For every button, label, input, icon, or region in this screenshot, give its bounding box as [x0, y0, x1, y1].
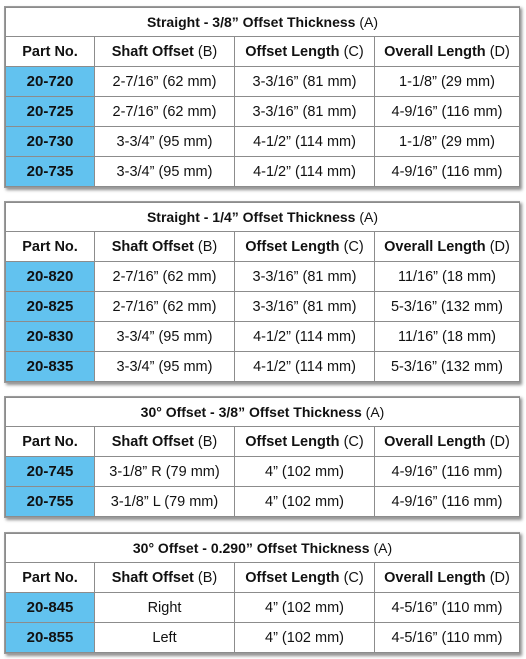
overall-length-value: 4-9/16” (116 mm) [375, 97, 520, 127]
header-shaft-offset [95, 232, 235, 262]
overall-length-value: 4-9/16” (116 mm) [375, 157, 520, 187]
header-overall-label: Overall Length [384, 433, 486, 450]
shaft-offset-value: 2-7/16” (62 mm) [95, 97, 235, 127]
table-title-row [6, 8, 520, 37]
offset-length-value: 4-1/2” (114 mm) [235, 127, 375, 157]
part-number: 20-720 [6, 67, 95, 97]
table-grid [5, 397, 520, 517]
header-shaft-offset [95, 427, 235, 457]
table-row [6, 487, 520, 517]
spec-table-straight-3-8 [4, 6, 520, 188]
shaft-offset-value: 3-3/4” (95 mm) [95, 157, 235, 187]
shaft-offset-value: 3-1/8” R (79 mm) [95, 457, 235, 487]
table-title-main: 30° Offset - 3/8” Offset Thickness [140, 404, 362, 420]
header-overall-length [375, 232, 520, 262]
part-number: 20-735 [6, 157, 95, 187]
offset-length-value: 4” (102 mm) [235, 623, 375, 653]
header-shaft-code: (B) [197, 433, 218, 450]
shaft-offset-value: 2-7/16” (62 mm) [95, 292, 235, 322]
shaft-offset-value: 3-3/4” (95 mm) [95, 352, 235, 382]
table-grid [5, 202, 520, 382]
table-title-main: 30° Offset - 0.290” Offset Thickness [132, 540, 370, 556]
shaft-offset-value: Right [95, 593, 235, 623]
header-overall-code: (D) [489, 43, 510, 60]
spec-table-30-offset-3-8 [4, 396, 520, 518]
table-title-code: (A) [373, 540, 393, 556]
header-part-no: Part No. [6, 232, 95, 262]
offset-length-value: 4-1/2” (114 mm) [235, 352, 375, 382]
table-header-row [6, 563, 520, 593]
header-shaft-label: Shaft Offset [111, 433, 194, 450]
shaft-offset-value: 3-3/4” (95 mm) [95, 127, 235, 157]
header-length-label: Offset Length [245, 433, 340, 450]
overall-length-value: 1-1/8” (29 mm) [375, 127, 520, 157]
shaft-offset-value: Left [95, 623, 235, 653]
header-shaft-offset [95, 37, 235, 67]
header-overall-label: Overall Length [384, 238, 486, 255]
offset-length-value: 4” (102 mm) [235, 593, 375, 623]
header-offset-length [235, 37, 375, 67]
header-length-code: (C) [343, 238, 364, 255]
part-number: 20-855 [6, 623, 95, 653]
part-number: 20-845 [6, 593, 95, 623]
header-length-code: (C) [343, 569, 364, 586]
table-title [6, 398, 520, 427]
header-overall-code: (D) [489, 238, 510, 255]
table-title [6, 8, 520, 37]
table-title-row [6, 203, 520, 232]
table-title-code: (A) [365, 404, 385, 420]
shaft-offset-value: 2-7/16” (62 mm) [95, 67, 235, 97]
header-shaft-code: (B) [197, 238, 218, 255]
header-overall-label: Overall Length [384, 43, 486, 60]
header-shaft-label: Shaft Offset [111, 238, 194, 255]
table-row [6, 67, 520, 97]
part-number: 20-725 [6, 97, 95, 127]
header-offset-length [235, 563, 375, 593]
table-title-code: (A) [359, 209, 379, 225]
header-part-no: Part No. [6, 37, 95, 67]
table-title [6, 534, 520, 563]
header-overall-label: Overall Length [384, 569, 486, 586]
table-header-row [6, 427, 520, 457]
header-length-code: (C) [343, 43, 364, 60]
table-title-row [6, 534, 520, 563]
table-row [6, 593, 520, 623]
table-title-main: Straight - 3/8” Offset Thickness [146, 14, 356, 30]
part-number: 20-825 [6, 292, 95, 322]
part-number: 20-830 [6, 322, 95, 352]
header-offset-length [235, 427, 375, 457]
shaft-offset-value: 3-1/8” L (79 mm) [95, 487, 235, 517]
offset-length-value: 3-3/16” (81 mm) [235, 262, 375, 292]
shaft-offset-value: 3-3/4” (95 mm) [95, 322, 235, 352]
table-row [6, 623, 520, 653]
table-header-row [6, 232, 520, 262]
header-length-label: Offset Length [245, 43, 340, 60]
shaft-offset-value: 2-7/16” (62 mm) [95, 262, 235, 292]
offset-length-value: 4-1/2” (114 mm) [235, 322, 375, 352]
header-shaft-label: Shaft Offset [111, 43, 194, 60]
offset-length-value: 3-3/16” (81 mm) [235, 97, 375, 127]
header-length-label: Offset Length [245, 569, 340, 586]
header-overall-length [375, 37, 520, 67]
table-row [6, 352, 520, 382]
overall-length-value: 11/16” (18 mm) [375, 262, 520, 292]
offset-length-value: 3-3/16” (81 mm) [235, 292, 375, 322]
table-row [6, 262, 520, 292]
table-title-main: Straight - 1/4” Offset Thickness [146, 209, 356, 225]
header-length-label: Offset Length [245, 238, 340, 255]
table-row [6, 127, 520, 157]
offset-length-value: 4-1/2” (114 mm) [235, 157, 375, 187]
table-title [6, 203, 520, 232]
header-shaft-code: (B) [197, 43, 218, 60]
overall-length-value: 5-3/16” (132 mm) [375, 352, 520, 382]
header-overall-code: (D) [489, 569, 510, 586]
part-number: 20-755 [6, 487, 95, 517]
offset-length-value: 3-3/16” (81 mm) [235, 67, 375, 97]
spec-table-straight-1-4 [4, 201, 520, 383]
overall-length-value: 11/16” (18 mm) [375, 322, 520, 352]
table-row [6, 157, 520, 187]
table-row [6, 292, 520, 322]
header-shaft-label: Shaft Offset [111, 569, 194, 586]
table-title-row [6, 398, 520, 427]
overall-length-value: 5-3/16” (132 mm) [375, 292, 520, 322]
header-length-code: (C) [343, 433, 364, 450]
offset-length-value: 4” (102 mm) [235, 457, 375, 487]
table-row [6, 457, 520, 487]
overall-length-value: 1-1/8” (29 mm) [375, 67, 520, 97]
header-shaft-offset [95, 563, 235, 593]
header-overall-code: (D) [489, 433, 510, 450]
part-number: 20-745 [6, 457, 95, 487]
header-overall-length [375, 563, 520, 593]
offset-length-value: 4” (102 mm) [235, 487, 375, 517]
spec-table-30-offset-0-290 [4, 532, 520, 654]
overall-length-value: 4-5/16” (110 mm) [375, 593, 520, 623]
overall-length-value: 4-9/16” (116 mm) [375, 487, 520, 517]
overall-length-value: 4-9/16” (116 mm) [375, 457, 520, 487]
part-number: 20-820 [6, 262, 95, 292]
header-overall-length [375, 427, 520, 457]
table-row [6, 322, 520, 352]
table-grid [5, 533, 520, 653]
table-grid [5, 7, 520, 187]
table-row [6, 97, 520, 127]
part-number: 20-730 [6, 127, 95, 157]
part-number: 20-835 [6, 352, 95, 382]
header-part-no: Part No. [6, 563, 95, 593]
header-offset-length [235, 232, 375, 262]
overall-length-value: 4-5/16” (110 mm) [375, 623, 520, 653]
table-header-row [6, 37, 520, 67]
header-shaft-code: (B) [197, 569, 218, 586]
header-part-no: Part No. [6, 427, 95, 457]
table-title-code: (A) [359, 14, 379, 30]
